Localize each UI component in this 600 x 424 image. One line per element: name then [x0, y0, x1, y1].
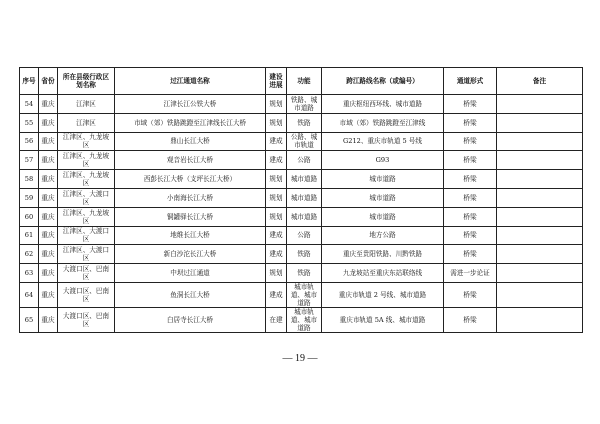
cell-form: 桥梁 [444, 207, 497, 226]
cell-form: 桥梁 [444, 245, 497, 264]
cell-district: 大渡口区、巴南区 [58, 282, 115, 307]
table-row [20, 95, 583, 114]
cell-progress: 规划 [266, 207, 287, 226]
cell-province: 重庆 [39, 95, 58, 114]
cell-remarks [497, 282, 583, 307]
table-row [20, 282, 583, 307]
table-row [20, 188, 583, 207]
cell-function: 公路、城市轨道 [287, 132, 322, 151]
cell-route: G93 [322, 151, 444, 170]
cell-row-index: 55 [20, 113, 39, 132]
cell-route: 地方公路 [322, 226, 444, 245]
cell-route: 九龙坡站至重庆东站联络线 [322, 264, 444, 283]
cell-row-index: 63 [20, 264, 39, 283]
table-row [20, 245, 583, 264]
cell-crossing-name: 白居寺长江大桥 [115, 307, 266, 332]
cell-province: 重庆 [39, 170, 58, 189]
cell-remarks [497, 207, 583, 226]
cell-remarks [497, 113, 583, 132]
cell-route: 城市道路 [322, 207, 444, 226]
cell-function: 公路 [287, 226, 322, 245]
crossing-table [19, 67, 583, 333]
table-row [20, 264, 583, 283]
cell-form: 桥梁 [444, 307, 497, 332]
cell-district: 江津区、九龙坡区 [58, 170, 115, 189]
cell-progress: 建成 [266, 245, 287, 264]
header-col-progress: 建设进展 [266, 68, 287, 95]
cell-crossing-name: 观音岩长江大桥 [115, 151, 266, 170]
cell-progress: 规划 [266, 95, 287, 114]
cell-remarks [497, 226, 583, 245]
cell-progress: 建成 [266, 226, 287, 245]
cell-progress: 规划 [266, 188, 287, 207]
cell-district: 江津区、九龙坡区 [58, 151, 115, 170]
cell-district: 江津区、大渡口区 [58, 245, 115, 264]
table-row [20, 113, 583, 132]
cell-remarks [497, 151, 583, 170]
cell-row-index: 59 [20, 188, 39, 207]
cell-route: 城市道路 [322, 170, 444, 189]
cell-district: 江津区、大渡口区 [58, 188, 115, 207]
cell-district: 大渡口区、巴南区 [58, 307, 115, 332]
cell-row-index: 57 [20, 151, 39, 170]
cell-form: 桥梁 [444, 113, 497, 132]
cell-route: 重庆至贵阳铁路、川黔铁路 [322, 245, 444, 264]
cell-crossing-name: 鼎山长江大桥 [115, 132, 266, 151]
cell-form: 需进一步论证 [444, 264, 497, 283]
cell-form: 桥梁 [444, 151, 497, 170]
cell-crossing-name: 江津长江公铁大桥 [115, 95, 266, 114]
cell-function: 铁路 [287, 245, 322, 264]
cell-function: 公路 [287, 151, 322, 170]
cell-province: 重庆 [39, 245, 58, 264]
document-page [19, 67, 582, 333]
cell-district: 江津区、九龙坡区 [58, 207, 115, 226]
cell-route: 重庆市轨道 2 号线、城市道路 [322, 282, 444, 307]
cell-province: 重庆 [39, 151, 58, 170]
cell-row-index: 54 [20, 95, 39, 114]
cell-progress: 规划 [266, 113, 287, 132]
cell-form: 桥梁 [444, 188, 497, 207]
cell-progress: 规划 [266, 264, 287, 283]
cell-province: 重庆 [39, 113, 58, 132]
cell-function: 城市轨道、城市道路 [287, 282, 322, 307]
cell-remarks [497, 95, 583, 114]
cell-form: 桥梁 [444, 282, 497, 307]
table-row [20, 307, 583, 332]
cell-crossing-name: 铜罐驿长江大桥 [115, 207, 266, 226]
cell-district: 江津区 [58, 95, 115, 114]
cell-province: 重庆 [39, 226, 58, 245]
cell-district: 江津区、大渡口区 [58, 226, 115, 245]
cell-remarks [497, 170, 583, 189]
cell-function: 铁路 [287, 113, 322, 132]
cell-province: 重庆 [39, 188, 58, 207]
cell-row-index: 56 [20, 132, 39, 151]
cell-crossing-name: 西彭长江大桥（支坪长江大桥） [115, 170, 266, 189]
cell-row-index: 64 [20, 282, 39, 307]
table-row [20, 132, 583, 151]
cell-remarks [497, 188, 583, 207]
cell-crossing-name: 地维长江大桥 [115, 226, 266, 245]
cell-district: 大渡口区、巴南区 [58, 264, 115, 283]
cell-progress: 规划 [266, 170, 287, 189]
cell-district: 江津区、九龙坡区 [58, 132, 115, 151]
page-number: — 19 — [282, 353, 318, 364]
cell-route: 重庆市轨道 5A 线、城市道路 [322, 307, 444, 332]
cell-route: 市域（郊）铁路跳蹬至江津线 [322, 113, 444, 132]
cell-province: 重庆 [39, 282, 58, 307]
cell-form: 桥梁 [444, 226, 497, 245]
cell-function: 铁路 [287, 264, 322, 283]
cell-progress: 在建 [266, 307, 287, 332]
cell-crossing-name: 鱼洞长江大桥 [115, 282, 266, 307]
cell-row-index: 58 [20, 170, 39, 189]
cell-progress: 建成 [266, 132, 287, 151]
header-col-district: 所在县级行政区划名称 [58, 68, 115, 95]
cell-remarks [497, 307, 583, 332]
cell-function: 城市道路 [287, 188, 322, 207]
table-row [20, 226, 583, 245]
cell-form: 桥梁 [444, 170, 497, 189]
cell-progress: 建成 [266, 151, 287, 170]
cell-route: 重庆枢纽西环线、城市道路 [322, 95, 444, 114]
cell-route: G212、重庆市轨道 5 号线 [322, 132, 444, 151]
cell-function: 城市道路 [287, 170, 322, 189]
cell-function: 铁路、城市道路 [287, 95, 322, 114]
header-col-province: 省份 [39, 68, 58, 95]
cell-crossing-name: 中坝过江通道 [115, 264, 266, 283]
cell-crossing-name: 市域（郊）铁路跳蹬至江津线长江大桥 [115, 113, 266, 132]
cell-province: 重庆 [39, 307, 58, 332]
cell-province: 重庆 [39, 132, 58, 151]
cell-row-index: 60 [20, 207, 39, 226]
cell-remarks [497, 245, 583, 264]
cell-remarks [497, 264, 583, 283]
cell-district: 江津区 [58, 113, 115, 132]
cell-province: 重庆 [39, 264, 58, 283]
cell-row-index: 61 [20, 226, 39, 245]
cell-route: 城市道路 [322, 188, 444, 207]
cell-crossing-name: 小南海长江大桥 [115, 188, 266, 207]
table-row [20, 170, 583, 189]
cell-function: 城市道路 [287, 207, 322, 226]
header-col-index: 序号 [20, 68, 39, 95]
cell-row-index: 62 [20, 245, 39, 264]
table-row [20, 151, 583, 170]
header-col-function: 功能 [287, 68, 322, 95]
cell-form: 桥梁 [444, 95, 497, 114]
cell-province: 重庆 [39, 207, 58, 226]
header-col-crossing-name: 过江通道名称 [115, 68, 266, 95]
cell-function: 城市轨道、城市道路 [287, 307, 322, 332]
table-header-row [20, 68, 583, 95]
table-row [20, 207, 583, 226]
header-col-remarks: 备注 [497, 68, 583, 95]
cell-form: 桥梁 [444, 132, 497, 151]
cell-row-index: 65 [20, 307, 39, 332]
cell-remarks [497, 132, 583, 151]
header-col-form: 通道形式 [444, 68, 497, 95]
header-col-route: 跨江路线名称（或编号） [322, 68, 444, 95]
cell-progress: 建成 [266, 282, 287, 307]
cell-crossing-name: 新白沙沱长江大桥 [115, 245, 266, 264]
